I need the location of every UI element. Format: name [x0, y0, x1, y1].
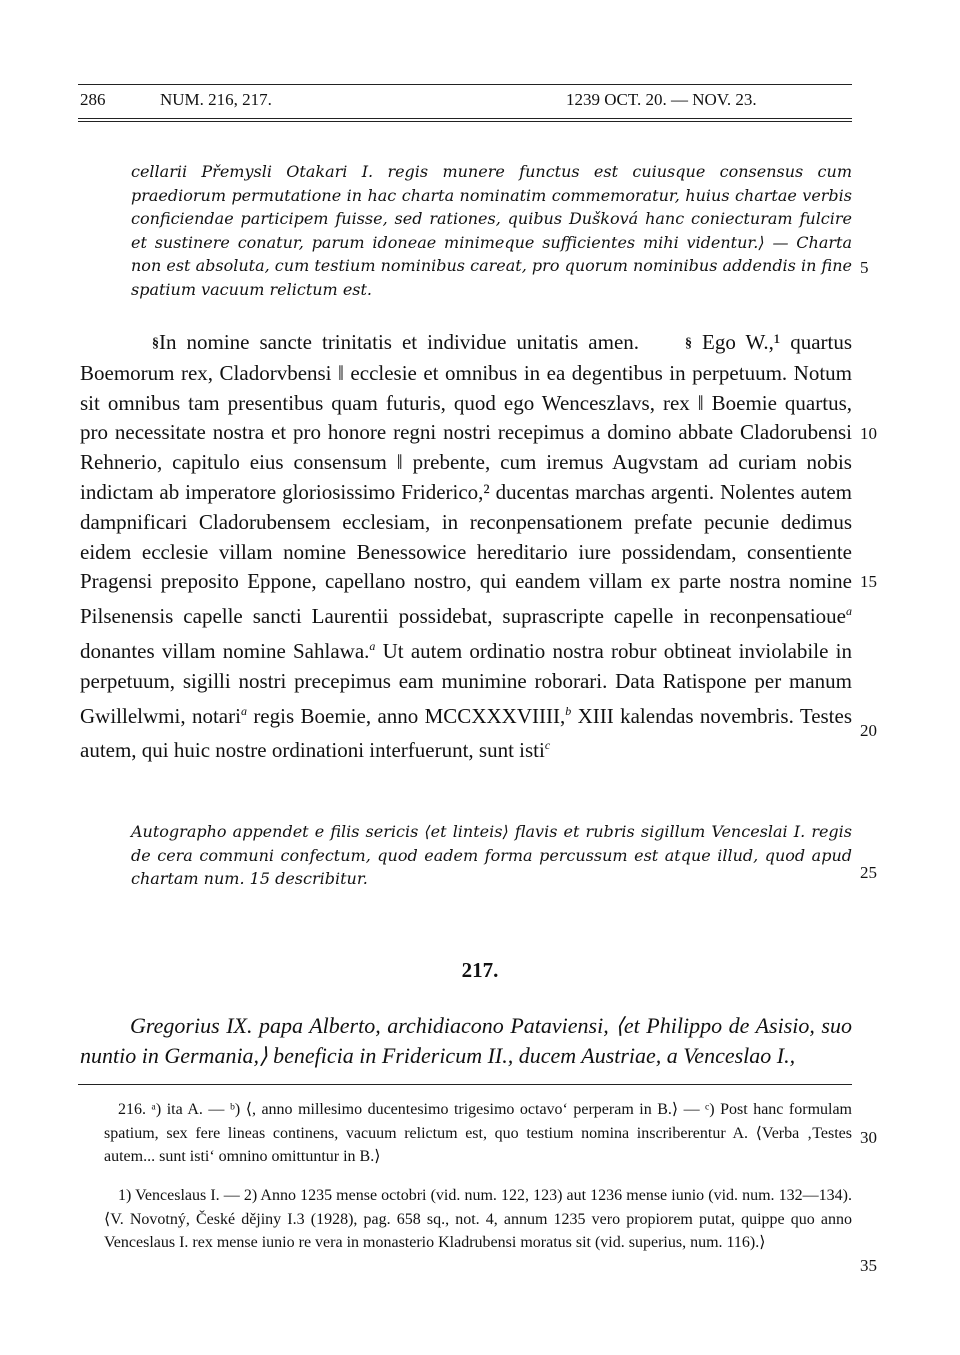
testes: XIII kalendas novembris. Testes autem, qui huic nostre ordinationi interfuerunt, sunt isti [80, 703, 853, 763]
footnote-mark: a [369, 638, 376, 653]
dispositio: prebente, cum iremus Augvstam ad curiam nobis indictam ab imperatore gloriosissimo Friderico,² ducentas marchas argenti. Nolentes autem dampnificari Cladorubensem ecclesiam, in reconpensationem prefate pecunie dedimus eidem ecclesie villam nomine Benessowice hereditario iure possidendam, consentiente Pragensi preposito Eppone, capellano nostro, qui eandem villam ex parte nostra nomine Pilsenensis capelle sancti Laurentii possidebat, suprascripte capelle in reconpensatioue [80, 450, 852, 629]
line-number: 30 [860, 1128, 877, 1147]
document-reference: NUM. 216, 217. [160, 90, 272, 109]
charter-text: §In nomine sancte trinitatis et individue unitatis amen. § Ego W.,¹ quartus Boemorum rex, Cladorvbensi ‖ ecclesie et omnibus in ea degentibus in perpetuum. Notum sit omnibus tam presentibus quam futuris, quod ego Wenceszlavs, rex ‖ Boemie quartus, pro necessitate nostra et pro honore regni nostri recepimus a domino abbate Cladorubensi Rehnerio, capitulo eius consensum ‖ prebente, cum iremus Augvstam ad curiam nobis indictam ab imperatore gloriosissimo Friderico,² ducentas marchas argenti. Nolentes autem dampnificari Cladorubensem ecclesiam, in reconpensationem prefate pecunie dedimus eidem ecclesie villam nomine Benessowice hereditario iure possidendam, consentiente Pragensi preposito Eppone, capellano nostro, qui eandem villam ex parte nostra nomine Pilsenensis capelle sancti Laurentii possidebat, suprascripte capelle in reconpensatioue$^a$ donantes villam nomine Sahlawa.$^a$ Ut autem ordinatio nostra robur obtineat inviolabile in perpetuum, sigilli nostri precepimus eam munimine roborari. Data Ratispone per manum Gwillelwmi, notari$^a$ regis Boemie, anno MCCXXXVIIII,$^b$ XIII kalendas novembris. Testes autem, qui huic nostre ordinationi interfuerunt, sunt isti$^c$ [80, 330, 853, 763]
promulgatio: Notum sit omnibus tam presentibus quam futuris, quod ego Wenceszlavs, rex [80, 360, 852, 415]
section-mark-icon: § [685, 336, 693, 351]
line-number: 10 [860, 424, 877, 443]
line-number: 15 [860, 572, 877, 591]
footnote-rule [78, 1084, 852, 1085]
header-bottom-rule [78, 118, 852, 119]
intro-commentary [131, 160, 852, 302]
header-bottom-rule-2 [78, 121, 852, 122]
narratio: Boemie quartus, pro necessitate nostra et pro honore regni nostri recepimus a domino abbate Cladorubensi Rehnerio, capitulo eius consensum [80, 390, 853, 475]
footnote-mark: a [240, 703, 247, 718]
dispositio-end: donantes villam nomine Sahlawa. [80, 638, 370, 663]
critical-apparatus [104, 1098, 852, 1169]
invocation: In nomine sancte trinitatis et individue unitatis amen. [159, 330, 640, 354]
line-number: 20 [860, 721, 877, 740]
footnote-mark: b [565, 703, 572, 718]
critical-footnotes: 216. ᵃ) ita A. — ᵇ) ⟨, anno millesimo ducentesimo trigesimo octavo‘ perperam in B.⟩ — ᶜ) Post hanc formulam spatium, sex fere lineas continens, vacuum relictum est, quo testium nomina inscriberentur A. ⟨Verba ‚Testes autem... sunt isti‘ omnino omittuntur in B.⟩ [104, 1101, 852, 1166]
regest [80, 1011, 852, 1071]
datum-year: regis Boemie, anno MCCXXXVIIII, [253, 703, 566, 728]
corroboratio: Ut autem ordinatio nostra robur obtineat inviolabile in perpetuum, sigilli nostri precepimus eam munimine roborari. [80, 638, 852, 693]
document-number: 217. [461, 958, 499, 982]
intro-text: cellarii Přemysli Otakari I. regis munere functus est cuiusque consensus cum praediorum permutatione in hac charta nominatim commemoratur, huius chartae verbis conficiendae participem fuisse, sed rationes, quibus Dušková hanc coniecturam fulcire et sustinere conatur, parum idoneae minimeque sufficientes mihi videntur.⟩ — Charta non est absoluta, cum testium nominibus careat, pro quorum nominibus addendis in fine spatium vacuum relictum est. [131, 162, 852, 299]
line-number: 5 [860, 258, 869, 277]
footnote-mark: a [846, 604, 852, 619]
line-number: 25 [860, 863, 877, 882]
seal-description [131, 820, 852, 891]
seal-text: Autographo appendet e filis sericis ⟨et linteis⟩ flavis et rubris sigillum Venceslai I. regis de cera communi confectum, quod eadem forma percussum est atque illud, quod apud chartam num. 15 describitur. [131, 822, 852, 889]
historical-notes [104, 1184, 852, 1255]
regest-text: Gregorius IX. papa Alberto, archidiacono Pataviensi, ⟨et Philippo de Asisio, suo nuntio in Germania,⟩ beneficia in Fridericum II., ducem Austriae, a Venceslao I., [80, 1013, 852, 1068]
page-number: 286 [80, 90, 106, 109]
header-top-rule [78, 84, 852, 85]
inscriptio: ecclesie et omnibus in ea degentibus in perpetuum. [350, 360, 788, 385]
historical-footnotes: 1) Venceslaus I. — 2) Anno 1235 mense octobri (vid. num. 122, 123) aut 1236 mense iunio (vid. num. 132—134). ⟨V. Novotný, České dějiny I.3 (1928), pag. 658 sq., not. 4, annum 1235 vero propiorem putat, quippe quo anno Venceslaus I. rex mense iunio re vera in monasterio Kladrubensi moratus sit (vid. superius, num. 116).⟩ [104, 1187, 852, 1252]
footnote-mark: c [544, 738, 551, 753]
intitulatio: Ego W.,¹ quartus Boemorum rex, Cladorvbensi [80, 330, 853, 385]
line-number: 35 [860, 1256, 877, 1275]
date-range: 1239 OCT. 20. — NOV. 23. [566, 90, 757, 109]
section-mark-icon: § [152, 336, 159, 351]
datum: Data Ratispone per manum Gwillelwmi, notari [80, 668, 853, 728]
